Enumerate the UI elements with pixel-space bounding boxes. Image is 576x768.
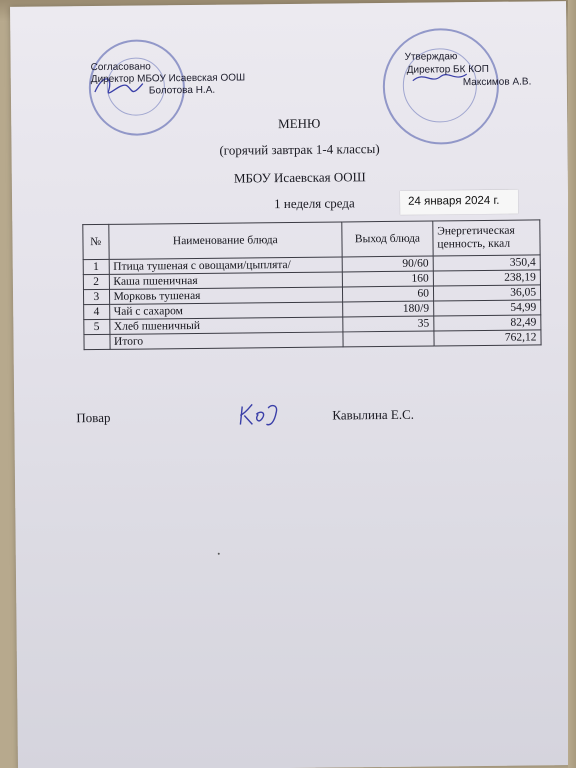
total-empty-cell [343, 331, 434, 347]
dish-portion: 60 [343, 286, 434, 302]
row-number: 5 [84, 319, 110, 334]
dish-name: Хлеб пшеничный [109, 317, 343, 334]
document-page [10, 1, 574, 768]
approval-block-right [404, 49, 531, 89]
approval-left-line1: Согласовано [90, 61, 151, 74]
col-dish-name: Наименование блюда [108, 222, 342, 259]
dish-portion: 180/9 [343, 301, 434, 317]
total-value: 762,12 [434, 330, 541, 346]
row-number: 1 [83, 259, 109, 274]
cook-role: Повар [76, 409, 111, 426]
col-energy: Энергетическая ценность, ккал [433, 220, 540, 256]
dish-name: Каша пшеничная [109, 272, 343, 289]
approval-right-line2: Директор БК КОП [406, 63, 489, 76]
dish-name: Птица тушеная с овощами/цыплята/ [109, 257, 343, 274]
dish-portion: 90/60 [342, 256, 433, 272]
paper-speck [218, 553, 220, 555]
menu-table [82, 219, 541, 350]
dish-name: Морковь тушеная [109, 287, 343, 304]
dish-name: Чай с сахаром [109, 302, 343, 319]
row-number: 4 [84, 304, 110, 319]
table-header-row [83, 220, 540, 260]
row-number: 2 [83, 274, 109, 289]
cook-name: Кавылина Е.С. [332, 406, 415, 423]
dish-energy: 350,4 [433, 255, 540, 271]
menu-subtitle: (горячий завтрак 1-4 классы) [219, 141, 380, 158]
col-number: № [83, 224, 109, 259]
dish-energy: 36,05 [433, 285, 540, 301]
row-number: 3 [83, 289, 109, 304]
dish-energy: 54,99 [433, 300, 540, 316]
total-label: Итого [109, 332, 343, 349]
dish-portion: 160 [342, 271, 433, 287]
school-name: МБОУ Исаевская ООШ [233, 169, 366, 186]
approval-block-left [91, 60, 246, 98]
dish-energy: 238,19 [433, 270, 540, 286]
date-sticker: 24 января 2024 г. [400, 190, 518, 215]
approval-left-line2: Директор МБОУ Исаевская ООШ [90, 72, 246, 86]
approval-left-line3: Болотова Н.А. [148, 84, 216, 97]
approval-right-line3: Максимов А.В. [462, 76, 532, 89]
menu-title: МЕНЮ [278, 115, 321, 132]
dish-energy: 82,49 [434, 315, 541, 331]
dish-portion: 35 [343, 316, 434, 332]
cook-signature [236, 400, 288, 431]
background-surface-edge [568, 0, 576, 768]
col-portion: Выход блюда [342, 221, 433, 257]
week-day: 1 неделя среда [274, 195, 355, 212]
approval-right-line1: Утверждаю [404, 51, 458, 63]
total-empty-cell [84, 334, 110, 349]
